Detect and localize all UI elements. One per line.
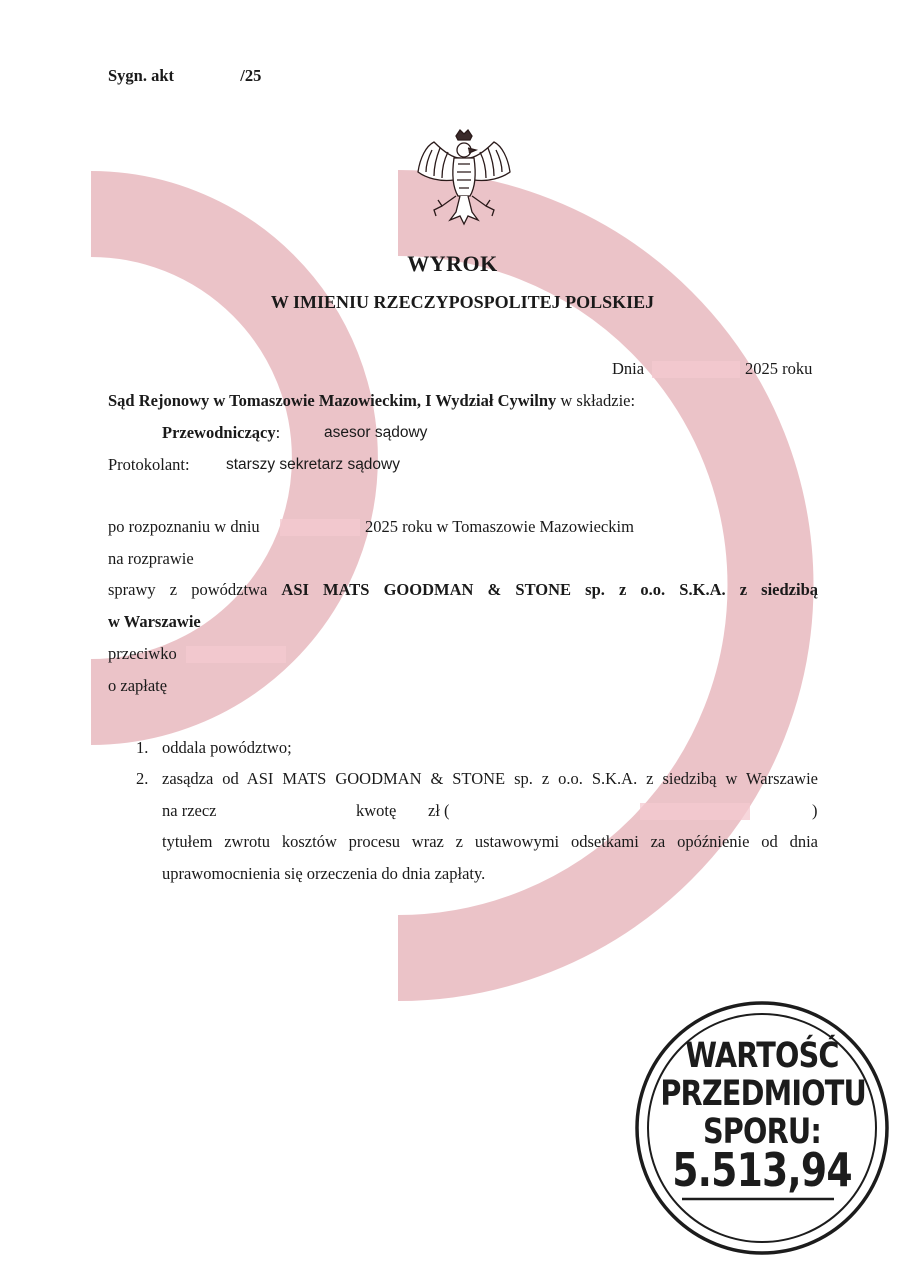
redacted-hearing-date bbox=[280, 519, 360, 536]
presiding-colon: : bbox=[275, 423, 281, 442]
ruling-1-number: 1. bbox=[136, 738, 149, 757]
stamp-value: 5.513,94 bbox=[672, 1143, 852, 1197]
against-label: przeciwko bbox=[108, 644, 177, 663]
redacted-date bbox=[652, 361, 740, 378]
case-line-prefix: sprawy z powództwa bbox=[108, 580, 268, 599]
redacted-amount-words bbox=[640, 803, 750, 820]
document-title: WYROK bbox=[407, 251, 498, 276]
polish-eagle-emblem-icon bbox=[412, 128, 516, 228]
ruling-2-until-payment: uprawomocnienia się orzeczenia do dnia zapłaty. bbox=[162, 864, 486, 883]
hearing-prefix: po rozpoznaniu w dniu bbox=[108, 517, 260, 536]
court-line bbox=[108, 391, 635, 411]
subject: o zapłatę bbox=[108, 676, 168, 695]
stamp-line-3: SPORU: bbox=[702, 1112, 822, 1152]
court-line-rest: w składzie: bbox=[560, 391, 636, 410]
ruling-2-currency: zł ( bbox=[428, 801, 450, 820]
case-line bbox=[108, 580, 818, 600]
ruling-2-costs: tytułem zwrotu kosztów procesu wraz z ustawowymi odsetkami za opóźnienie od dnia bbox=[162, 832, 818, 851]
redacted-defendant bbox=[186, 646, 286, 663]
ruling-2-number: 2. bbox=[136, 769, 149, 788]
presiding-value: asesor sądowy bbox=[324, 424, 428, 441]
clerk-label: Protokolant: bbox=[108, 455, 190, 474]
plaintiff-name: ASI MATS GOODMAN & STONE sp. z o.o. S.K.A. z siedzibą bbox=[281, 580, 819, 599]
date-suffix: 2025 roku bbox=[745, 359, 813, 378]
ruling-2-text: zasądza od ASI MATS GOODMAN & STONE sp. z o.o. S.K.A. z siedzibą w Warszawie bbox=[162, 769, 818, 788]
presiding-label-text: Przewodniczący bbox=[162, 423, 276, 442]
date-prefix: Dnia bbox=[612, 359, 645, 378]
hearing-suffix: 2025 roku w Tomaszowie Mazowieckim bbox=[365, 517, 634, 536]
ruling-2-amount-label: kwotę bbox=[356, 801, 397, 820]
ruling-1-text: oddala powództwo; bbox=[162, 738, 292, 757]
clerk-value: starszy sekretarz sądowy bbox=[226, 456, 400, 473]
on-hearing: na rozprawie bbox=[108, 549, 194, 568]
stamp-line-1: WARTOŚĆ bbox=[685, 1036, 839, 1076]
presiding-label bbox=[162, 423, 280, 443]
document-subtitle: W IMIENIU RZECZYPOSPOLITEJ POLSKIEJ bbox=[270, 292, 655, 312]
court-name: Sąd Rejonowy w Tomaszowie Mazowieckim, I Wydział Cywilny bbox=[108, 391, 557, 410]
ruling-2-close-paren: ) bbox=[812, 801, 818, 820]
ruling-2-on-behalf: na rzecz bbox=[162, 801, 217, 820]
stamp-line-2: PRZEDMIOTU bbox=[660, 1074, 867, 1114]
case-reference bbox=[108, 66, 261, 86]
plaintiff-city: w Warszawie bbox=[108, 612, 201, 631]
case-reference-number: /25 bbox=[240, 66, 262, 85]
case-reference-label: Sygn. akt bbox=[108, 66, 175, 85]
